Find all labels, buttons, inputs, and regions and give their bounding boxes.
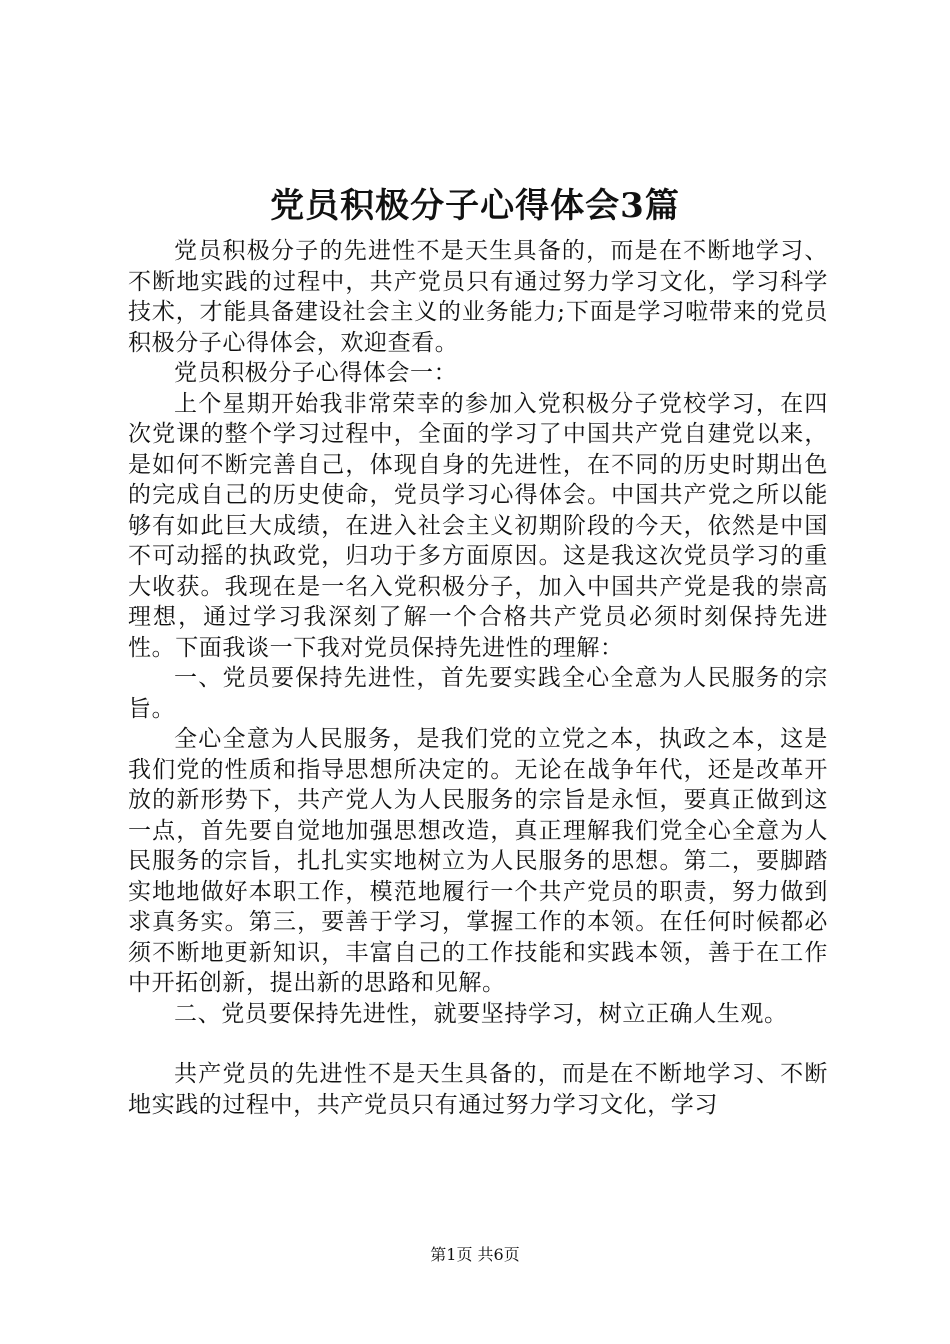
document-title: 党员积极分子心得体会3篇 [270, 186, 680, 226]
paragraph-intro: 党员积极分子的先进性不是天生具备的，而是在不断地学习、不断地实践的过程中，共产党员只有通过努力学习文化，学习科学技术，才能具备建设社会主义的业务能力;下面是学习啦带来的党员积极分子心得体会，欢迎查看。 [128, 238, 828, 356]
paragraph-point-2: 二、党员要保持先进性，就要坚持学习，树立正确人生观。 [174, 1000, 788, 1027]
paragraph-body-2: 全心全意为人民服务，是我们党的立党之本，执政之本，这是我们党的性质和指导思想所决定的。无论在战争年代，还是改革开放的新形势下，共产党人为人民服务的宗旨是永恒，要真正做到这一点，首先要自觉地加强思想改造，真正理解我们党全心全意为人民服务的宗旨，扎扎实实地树立为人民服务的思想。第二，要脚踏实地地做好本职工作，模范地履行一个共产党员的职责，努力做到求真务实。第三，要善于学习，掌握工作的本领。在任何时候都必须不断地更新知识，丰富自己的工作技能和实践本领，善于在工作中开拓创新，提出新的思路和见解。 [128, 726, 828, 996]
page-number-footer: 第1页 共6页 [430, 1245, 520, 1264]
paragraph-point-1: 一、党员要保持先进性，首先要实践全心全意为人民服务的宗旨。 [128, 665, 828, 722]
paragraph-body-1: 上个星期开始我非常荣幸的参加入党积极分子党校学习，在四次党课的整个学习过程中，全面的学习了中国共产党自建党以来，是如何不断完善自己，体现自身的先进性，在不同的历史时期出色的完成自己的历史使命，党员学习心得体会。中国共产党之所以能够有如此巨大成绩，在进入社会主义初期阶段的今天，依然是中国不可动摇的执政党，归功于多方面原因。这是我这次党员学习的重大收获。我现在是一名入党积极分子，加入中国共产党是我的崇高理想，通过学习我深刻了解一个合格共产党员必须时刻保持先进性。下面我谈一下我对党员保持先进性的理解： [128, 390, 828, 661]
document-body [128, 236, 828, 1120]
paragraph-section-heading-1: 党员积极分子心得体会一： [174, 360, 458, 386]
paragraph-body-3: 共产党员的先进性不是天生具备的，而是在不断地学习、不断地实践的过程中，共产党员只有通过努力学习文化，学习 [128, 1061, 828, 1118]
